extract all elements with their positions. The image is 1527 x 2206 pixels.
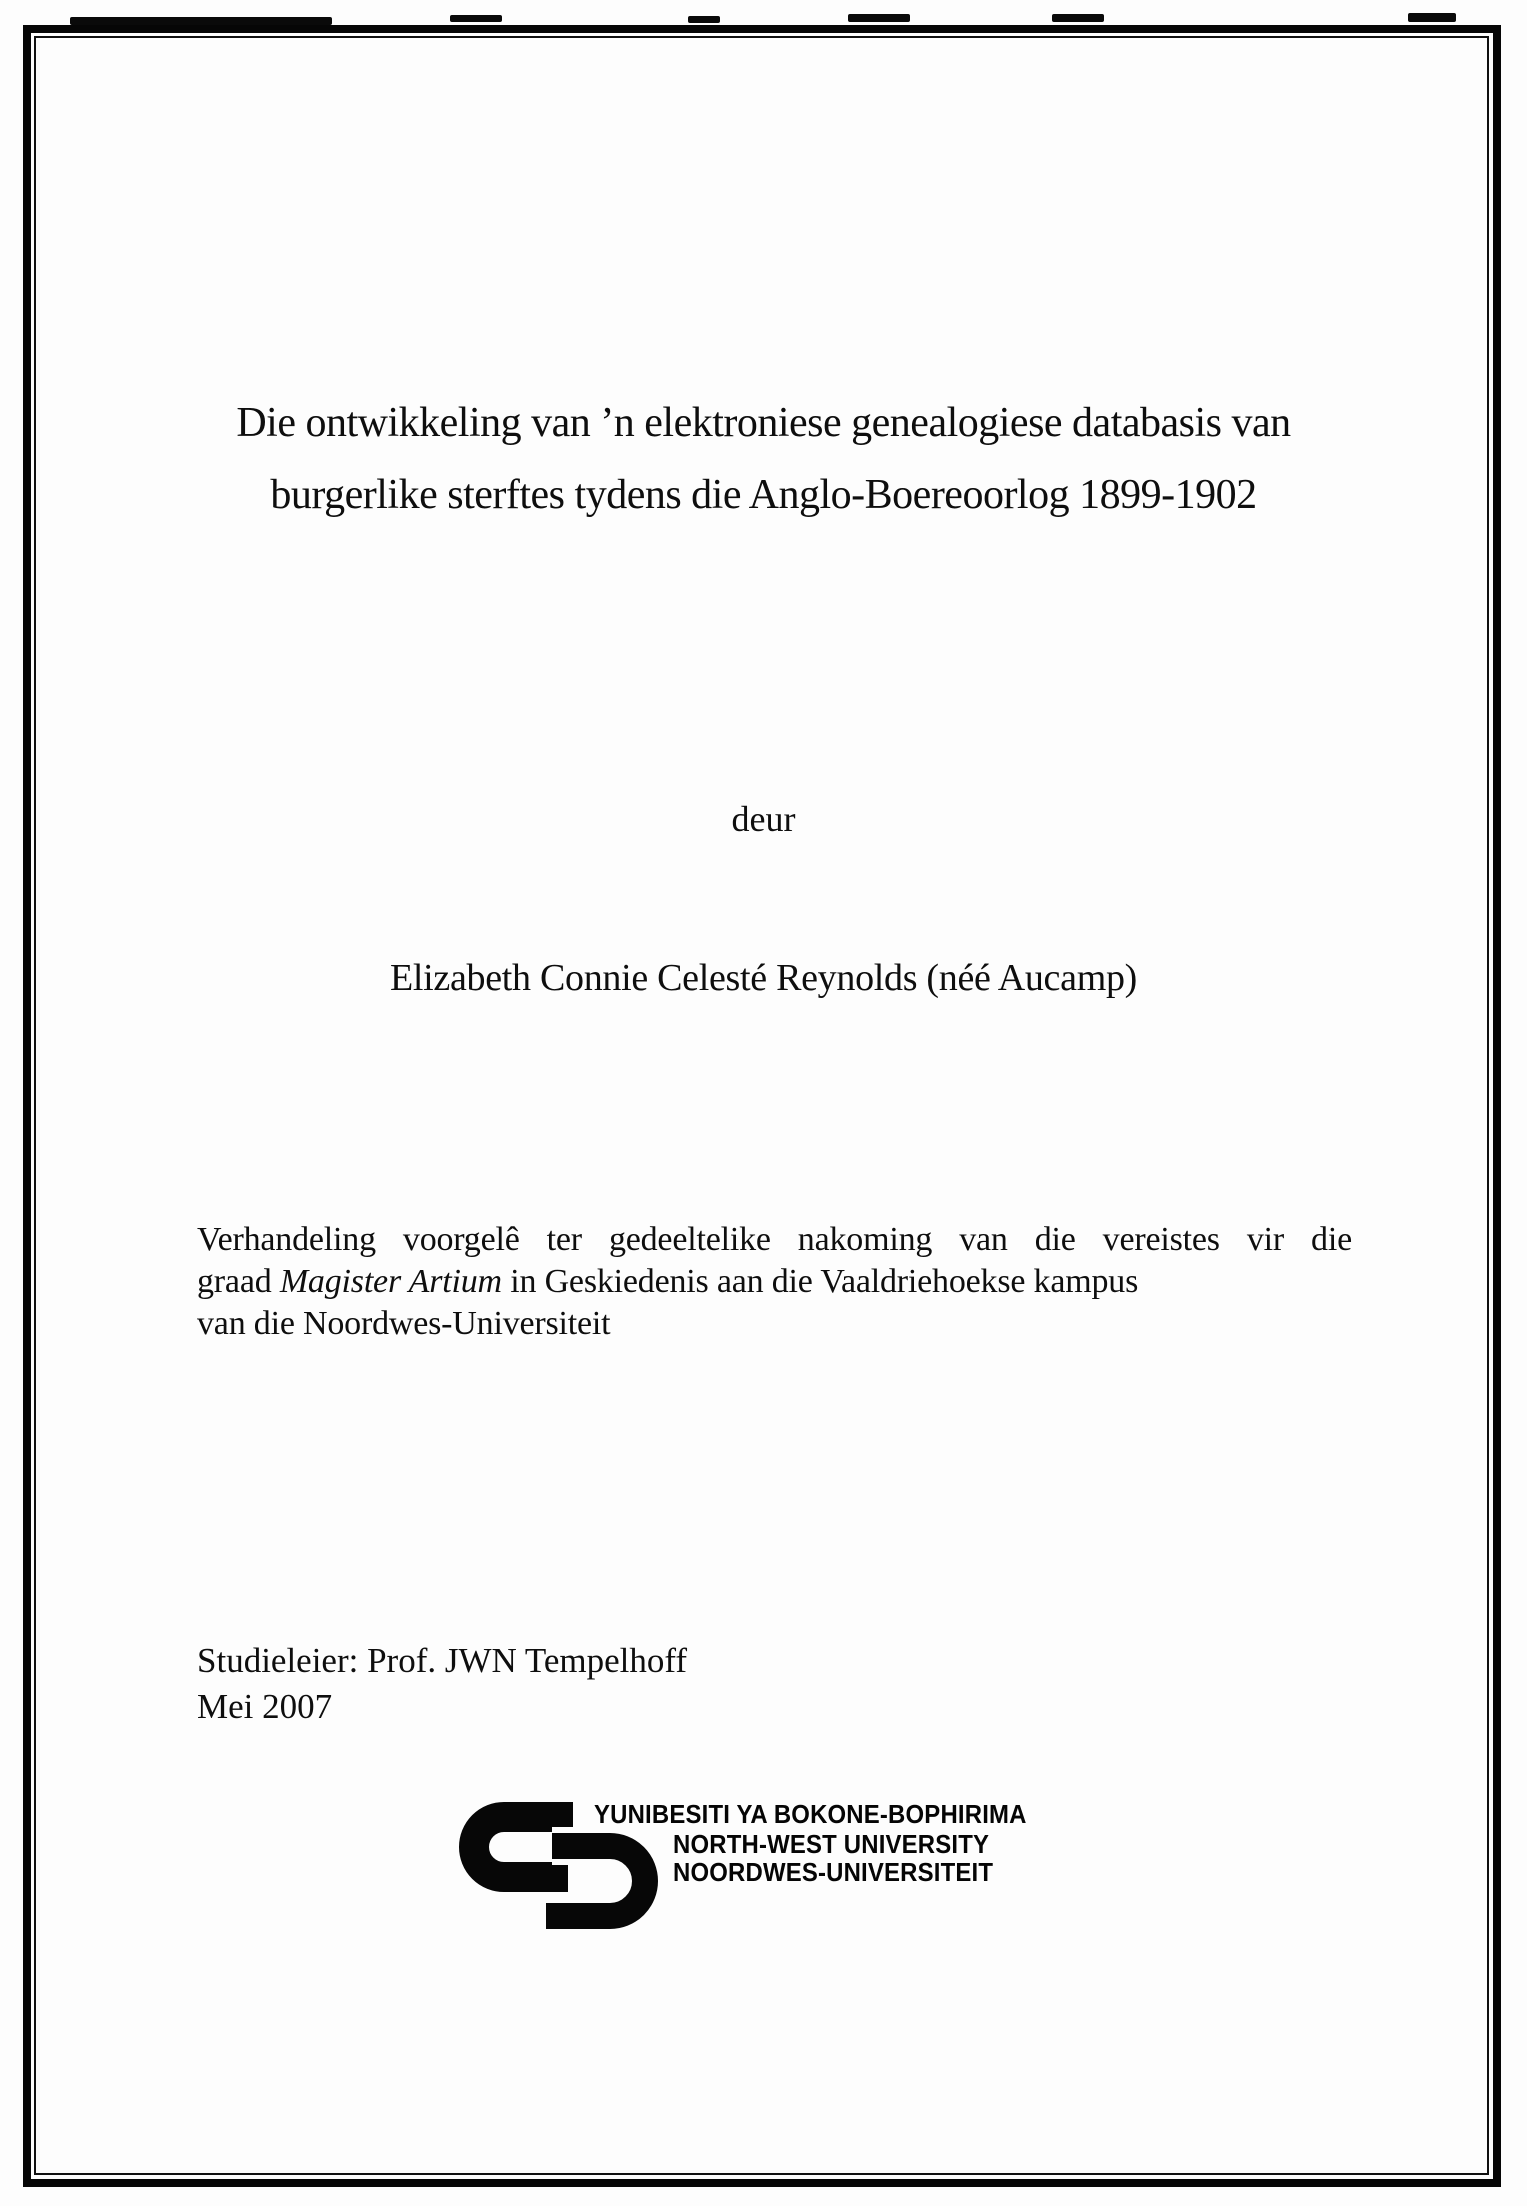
scan-artifact bbox=[688, 16, 720, 23]
degree-statement-line-1: Verhandeling voorgelê ter gedeeltelike nakoming van die vereistes vir die bbox=[197, 1221, 1352, 1258]
logo-text-setswana: YUNIBESITI YA BOKONE-BOPHIRIMA bbox=[594, 1799, 1027, 1829]
degree-statement-line-2 bbox=[197, 1261, 1352, 1303]
scan-artifact bbox=[1052, 14, 1104, 22]
thesis-title-line-1: Die ontwikkeling van ’n elektroniese genealogiese databasis van bbox=[236, 400, 1291, 446]
degree-statement-line-3: van die Noordwes-Universiteit bbox=[197, 1305, 611, 1342]
logo-text-afrikaans: NOORDWES-UNIVERSITEIT bbox=[673, 1857, 994, 1887]
date-line: Mei 2007 bbox=[197, 1687, 333, 1726]
scan-artifact bbox=[848, 14, 910, 22]
scan-artifact bbox=[1408, 13, 1456, 22]
logo-text-english: NORTH-WEST UNIVERSITY bbox=[673, 1829, 990, 1859]
scan-artifact bbox=[70, 17, 332, 25]
degree-statement-line-2-suffix: in Geskiedenis aan die Vaaldriehoekse kampus bbox=[501, 1263, 1139, 1300]
byline-deur: deur bbox=[731, 799, 796, 839]
supervisor-line: Studieleier: Prof. JWN Tempelhoff bbox=[197, 1641, 688, 1680]
thesis-title-line-2: burgerlike sterftes tydens die Anglo-Boereoorlog 1899-1902 bbox=[270, 472, 1257, 518]
author-name: Elizabeth Connie Celesté Reynolds (néé Aucamp) bbox=[389, 957, 1138, 999]
scan-artifact bbox=[450, 15, 502, 22]
degree-statement-line-2-prefix: graad bbox=[197, 1263, 280, 1300]
degree-title-italic: Magister Artium bbox=[279, 1263, 502, 1300]
